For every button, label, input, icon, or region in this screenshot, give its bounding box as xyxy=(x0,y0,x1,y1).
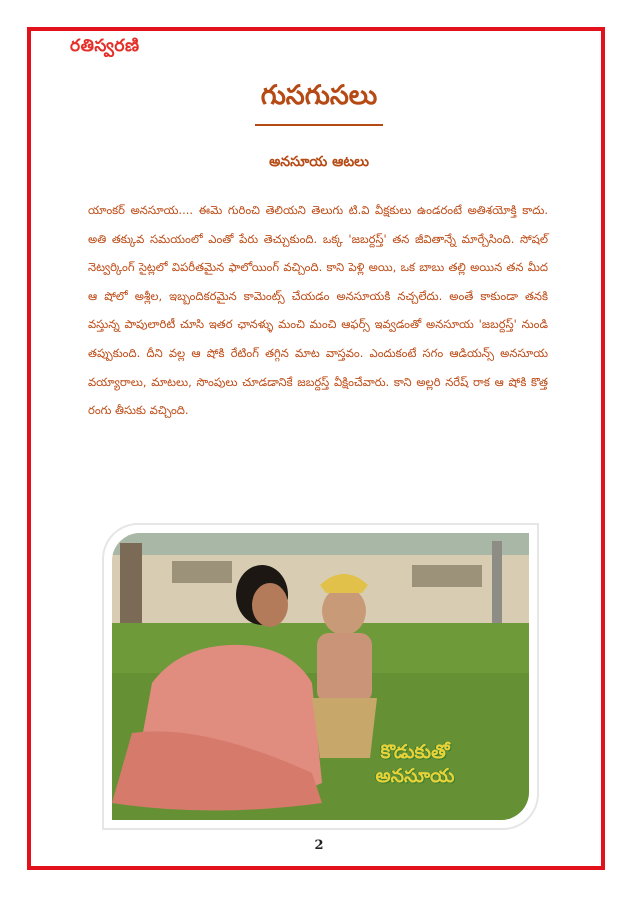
article-title-block xyxy=(0,80,638,126)
photo-caption xyxy=(330,740,500,788)
photo-child-face xyxy=(322,587,366,635)
photo-jali-1 xyxy=(172,561,232,583)
photo-jali-2 xyxy=(412,565,482,587)
photo-caption-line2: అనసూయ xyxy=(375,765,455,787)
article-subtitle: అనసూయ ఆటలు xyxy=(269,154,369,170)
article-title: గుసగుసలు xyxy=(255,80,384,126)
photo-pole xyxy=(492,541,502,631)
article-body: యాంకర్ అనసూయ.... ఈమె గురించి తెలియని తెలుగు టి.వి వీక్షకులు ఉండరంటే అతిశయోక్తి కాదు. అతి తక్కువ సమయంలో ఎంతో పేరు తెచ్చుకుంది. ఒక్క 'జబర్దస్త్' తన జీవితాన్నే మార్చేసింది. సోషల్ నెట్వర్కింగ్ సైట్లలో విపరీతమైన ఫాలోయింగ్ వచ్చింది. కాని పెళ్లి అయి, ఒక బాబు తల్లి అయిన తన మీద ఆ షోలో అశ్లీల, ఇబ్బందికరమైన కామెంట్స్ చేయడం అనసూయకి నచ్చలేదు. అంతే కాకుండా తనకి వస్తున్న పాపులారిటీ చూసి ఇతర ఛానళ్ళు మంచి మంచి ఆఫర్స్ ఇవ్వడంతో అనసూయ 'జబర్దస్త్' నుండి తప్పుకుంది. దీని వల్ల ఆ షోకి రేటింగ్ తగ్గిన మాట వాస్తవం. ఎందుకంటే సగం ఆడియన్స్ అనసూయ వయ్యారాలు, మాటలు, సొంపులు చూడడానికే జబర్దస్త్ వీక్షించేవారు. కాని అల్లరి నరేష్ రాక ఆ షోకి కొత్త రంగు తీసుకు వచ్చింది. xyxy=(88,203,548,418)
photo-caption-line1: కొడుకుతో xyxy=(380,741,450,763)
photo-child-body xyxy=(317,633,372,703)
page-number: 2 xyxy=(314,838,324,853)
photo-sky xyxy=(112,533,529,555)
photo-woman-face xyxy=(252,583,288,627)
photo-tree xyxy=(120,543,142,631)
magazine-logo: రతిస్వరణి xyxy=(70,36,140,56)
